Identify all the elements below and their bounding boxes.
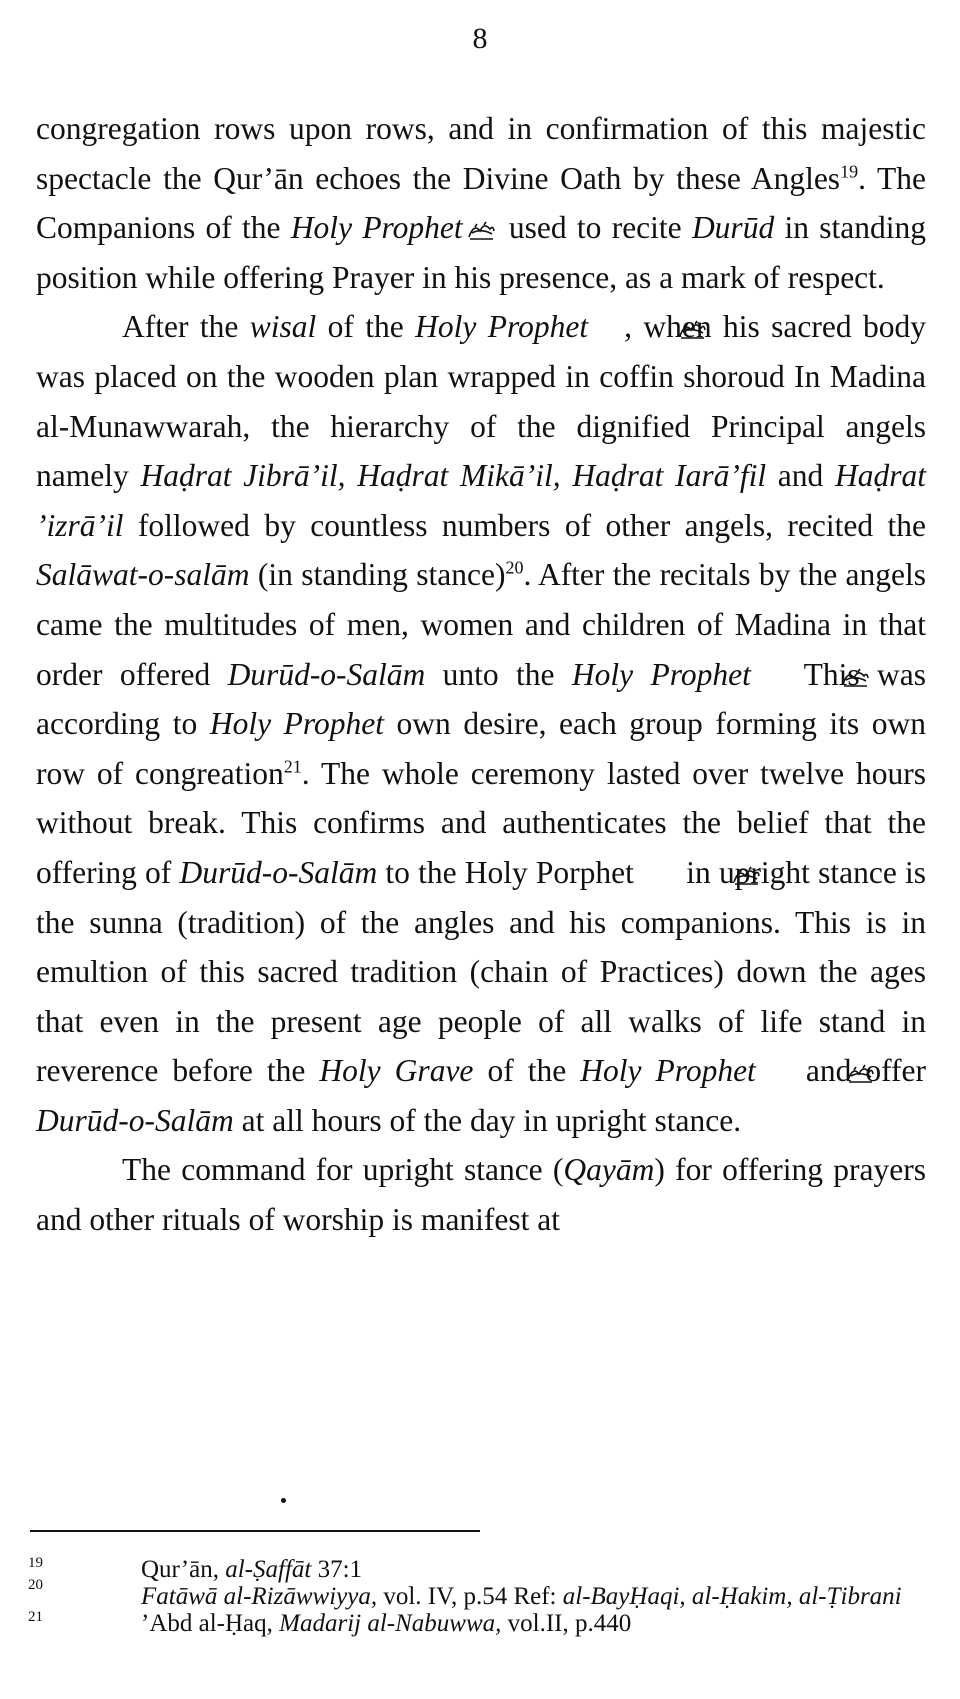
paragraph-1: congregation rows upon rows, and in confirmation of this majestic spectacle the Qur’ān echoes the Divine Oath by these Angles$^{19}$. The Companions of the Holy Prophet used to recite Durūd in standing position while offering Prayer in his presence, as a mark of respect.: [36, 111, 927, 295]
salutation-seal-icon: [754, 653, 784, 675]
footnote-21: 21 ’Abd al-Ḥaq, Madarij al-Nabuwwa, vol.II, p.440: [28, 1609, 632, 1637]
salutation-seal-icon: [759, 1049, 789, 1071]
footnote-20: Fatāwā al-Rizāwwiyya, vol. IV, p.54 Ref: al-BayḤaqi, al-Ḥakim, al-Ṭibrani: [141, 1583, 902, 1610]
footnote-ref-20[interactable]: 20: [505, 557, 524, 578]
footnote-ref-21[interactable]: 21: [283, 756, 302, 777]
body-text: [36, 104, 926, 1245]
footnote-ref-19[interactable]: 19: [840, 161, 859, 182]
stray-dot: [281, 1498, 286, 1503]
salutation-seal-icon: [645, 851, 675, 873]
paragraph-2: After the wisal of the Holy Prophet , when his sacred body was placed on the wooden plan wrapped in coffin shoroud In Madina al-Munawwarah, the hierarchy of the dignified Principal angels namely Haḍrat Jibrā’il, Haḍrat Mikā’il, Haḍrat Iarā’fil and Haḍrat ’izrā’il followed by countless numbers of other angels, recited the Salāwat-o-salām (in standing stance)$^{20}$. After the recitals by the angels came the multitudes of men, women and children of Madina in that order offered Durūd-o-Salām unto the Holy Prophet This was according to Holy Prophet own desire, each group forming its own row of congreation$^{21}$. The whole ceremony lasted over twelve hours without break. This confirms and authenticates the belief that the offering of Durūd-o-Salām to the Holy Porphet in upright stance is the sunna (tradition) of the angles and his companions. This is in emultion of this sacred tradition (chain of Practices) down the ages that even in the present age people of all walks of life stand in reverence before the Holy Grave of the Holy Prophet and offer Durūd-o-Salām at all hours of the day in upright stance.: [36, 302, 926, 1145]
page-number: 8: [472, 22, 488, 55]
salutation-seal-icon: [591, 305, 621, 327]
footnotes: [28, 1556, 928, 1637]
salutation-seal-icon: [466, 206, 496, 228]
footnote-separator: [30, 1530, 480, 1532]
footnote-19: 19 20 Qur’ān, al-Ṣaffāt 37:1: [28, 1555, 363, 1593]
paragraph-3: The command for upright stance (Qayām) for offering prayers and other rituals of worship is manifest at: [36, 1152, 926, 1238]
